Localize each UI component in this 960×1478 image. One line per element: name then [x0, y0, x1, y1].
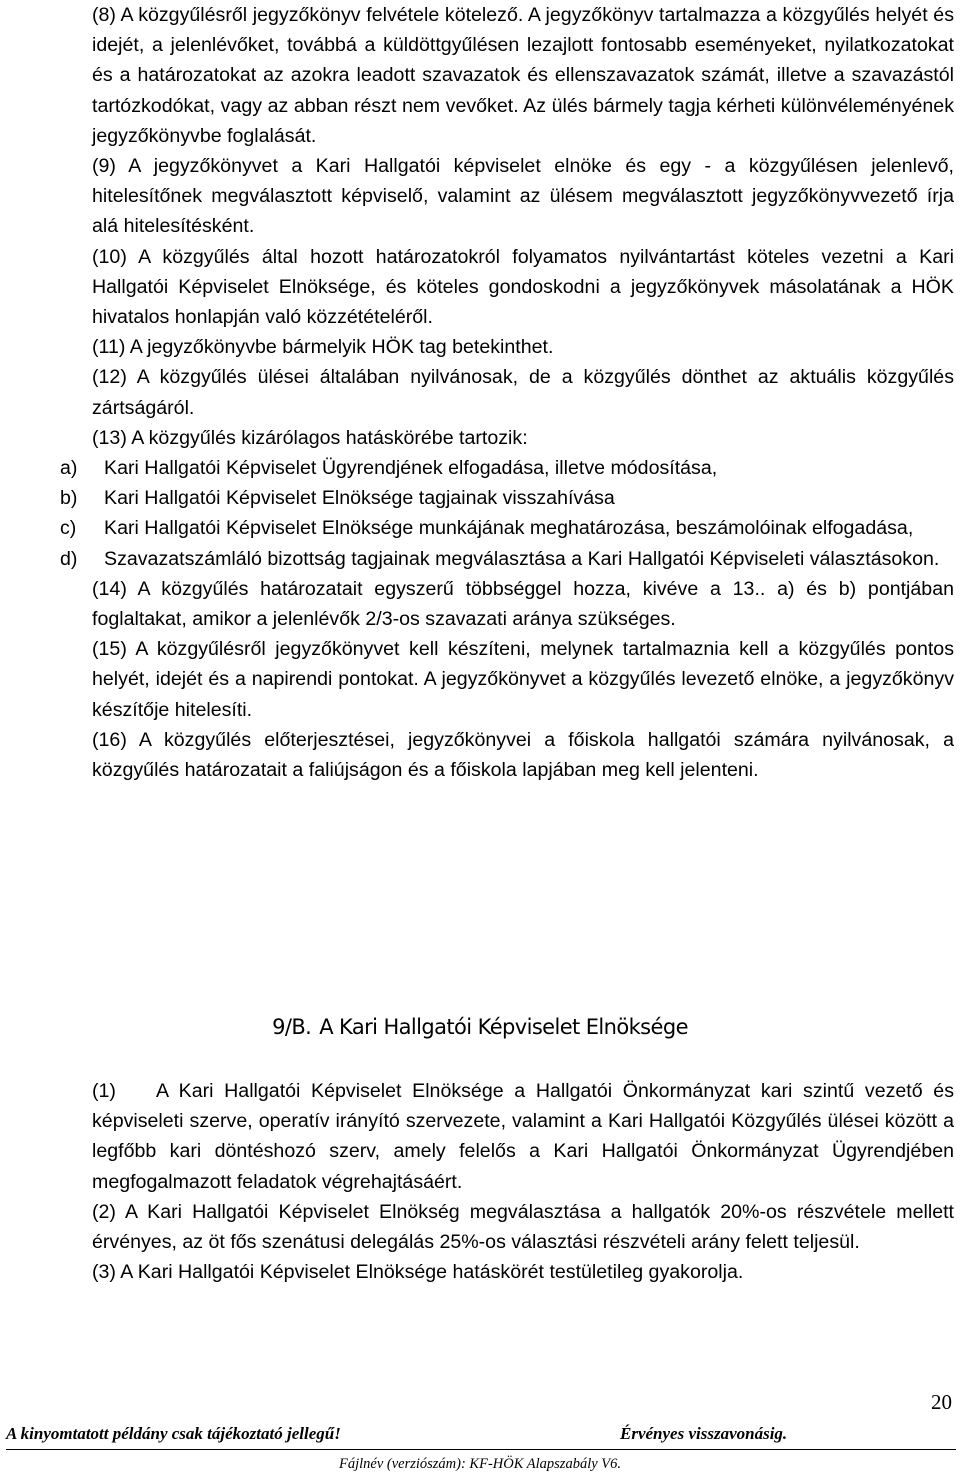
list-item-text: Kari Hallgatói Képviselet Elnöksége tagjainak visszahívása — [104, 487, 615, 510]
list-item — [60, 544, 954, 574]
section-heading — [0, 1012, 960, 1042]
footer-filename: Fájlnév (verziószám): KF-HÖK Alapszabály V6. — [338, 1456, 622, 1472]
paragraph-b1 — [92, 1076, 954, 1197]
paragraph-10: (10) A közgyűlés által hozott határozatokról folyamatos nyilvántartást köteles vezetni a Kari Hallgatói Képviselet Elnöksége, és köteles gondoskodni a jegyzőkönyvek másolatának a HÖK hivatalos honlapján való közzétételéről. — [92, 245, 954, 329]
paragraph-13: (13) A közgyűlés kizárólagos hatáskörébe tartozik: — [92, 426, 528, 449]
paragraph-9: (9) A jegyzőkönyvet a Kari Hallgatói képviselet elnöke és egy - a közgyűlésen jelenlevő, hitelesítőnek megválasztott képviselő, valamint az ülésem megválasztott jegyzőkönyvvezető írja alá hitelesítésként. — [92, 155, 954, 238]
paragraph-b1-text: A Kari Hallgatói Képviselet Elnöksége a Hallgatói Önkormányzat kari szintű vezető és képviseleti szerve, operatív irányító szervezete, valamint a Kari Hallgatói Közgyűlés ülései között a legfőbb kari döntéshozó szerv, amely felelős a Kari Hallgatói Önkormányzat Ügyrendjében megfogalmazott feladatok végrehajtásáért. — [92, 1080, 954, 1193]
list-item — [60, 453, 954, 483]
paragraph-16: (16) A közgyűlés előterjesztései, jegyzőkönyvei a főiskola hallgatói számára nyilvánosak, a közgyűlés határozatait a faliújságon és a főiskola lapjában meg kell jelenteni. — [92, 728, 954, 782]
footer-notice-left: A kinyomtatott példány csak tájékoztató jellegű! — [6, 1424, 341, 1443]
list-item-letter: d) — [60, 547, 78, 570]
list-item-letter: a) — [60, 457, 78, 480]
paragraph-15: (15) A közgyűlésről jegyzőkönyvet kell készíteni, melynek tartalmaznia kell a közgyűlés pontos helyét, idejét és a napirendi pontokat. A jegyzőkönyvet a közgyűlés levezető elnöke, a jegyzőkönyv készítője hitelesíti. — [92, 638, 954, 721]
list-item-letter: c) — [60, 517, 77, 540]
paragraph-12: (12) A közgyűlés ülései általában nyilvánosak, de a közgyűlés dönthet az aktuális közgyűlés zártságáról. — [92, 366, 954, 419]
paragraph-b3: (3) A Kari Hallgatói Képviselet Elnöksége hatáskörét testületileg gyakorolja. — [92, 1261, 744, 1284]
footer-divider — [6, 1449, 956, 1450]
list-item — [60, 483, 954, 513]
paragraph-8: (8) A közgyűlésről jegyzőkönyv felvétele kötelező. A jegyzőkönyv tartalmazza a közgyűlés helyét és idejét, a jelenlévőket, továbbá a küldöttgyűlésen lezajlott fontosabb eseményeket, nyilatkozatokat és a határozatokat az azokra leadott szavazatok és ellenszavazatok számát, illetve a szavazástól tartózkodókat, vagy az abban részt nem vevőket. Az ülés bármely tagja kérheti különvéleményének jegyzőkönyvbe foglalását. — [92, 4, 954, 147]
section-a-body — [60, 0, 954, 785]
list-item-letter: b) — [60, 487, 78, 510]
page-number: 20 — [931, 1390, 952, 1414]
section-title: A Kari Hallgatói Képviselet Elnöksége — [319, 1015, 688, 1039]
section-b-body — [92, 1076, 954, 1287]
paragraph-b1-number: (1) — [92, 1080, 116, 1102]
list-13 — [60, 453, 954, 574]
footer-notice-right: Érvényes visszavonásig. — [620, 1424, 788, 1443]
list-item-text: Kari Hallgatói Képviselet Ügyrendjének elfogadása, illetve módosítása, — [104, 457, 718, 480]
section-number: 9/B. — [272, 1015, 312, 1039]
paragraph-11: (11) A jegyzőkönyvbe bármelyik HÖK tag betekinthet. — [92, 336, 554, 359]
list-item — [60, 513, 954, 543]
list-item-text: Kari Hallgatói Képviselet Elnöksége munkájának meghatározása, beszámolóinak elfogadása, — [104, 517, 914, 540]
paragraph-b2: (2) A Kari Hallgatói Képviselet Elnökség megválasztása a hallgatók 20%-os részvétele mellett érvényes, az öt fős szenátusi delegálás 25%-os választási részvételi arány felett teljesül. — [92, 1200, 954, 1254]
paragraph-14: (14) A közgyűlés határozatait egyszerű többséggel hozza, kivéve a 13.. a) és b) pontjában foglaltakat, amikor a jelenlévők 2/3-os szavazati aránya szükséges. — [92, 577, 954, 631]
list-item-text: Szavazatszámláló bizottság tagjainak megválasztása a Kari Hallgatói Képviseleti választásokon. — [104, 547, 940, 570]
